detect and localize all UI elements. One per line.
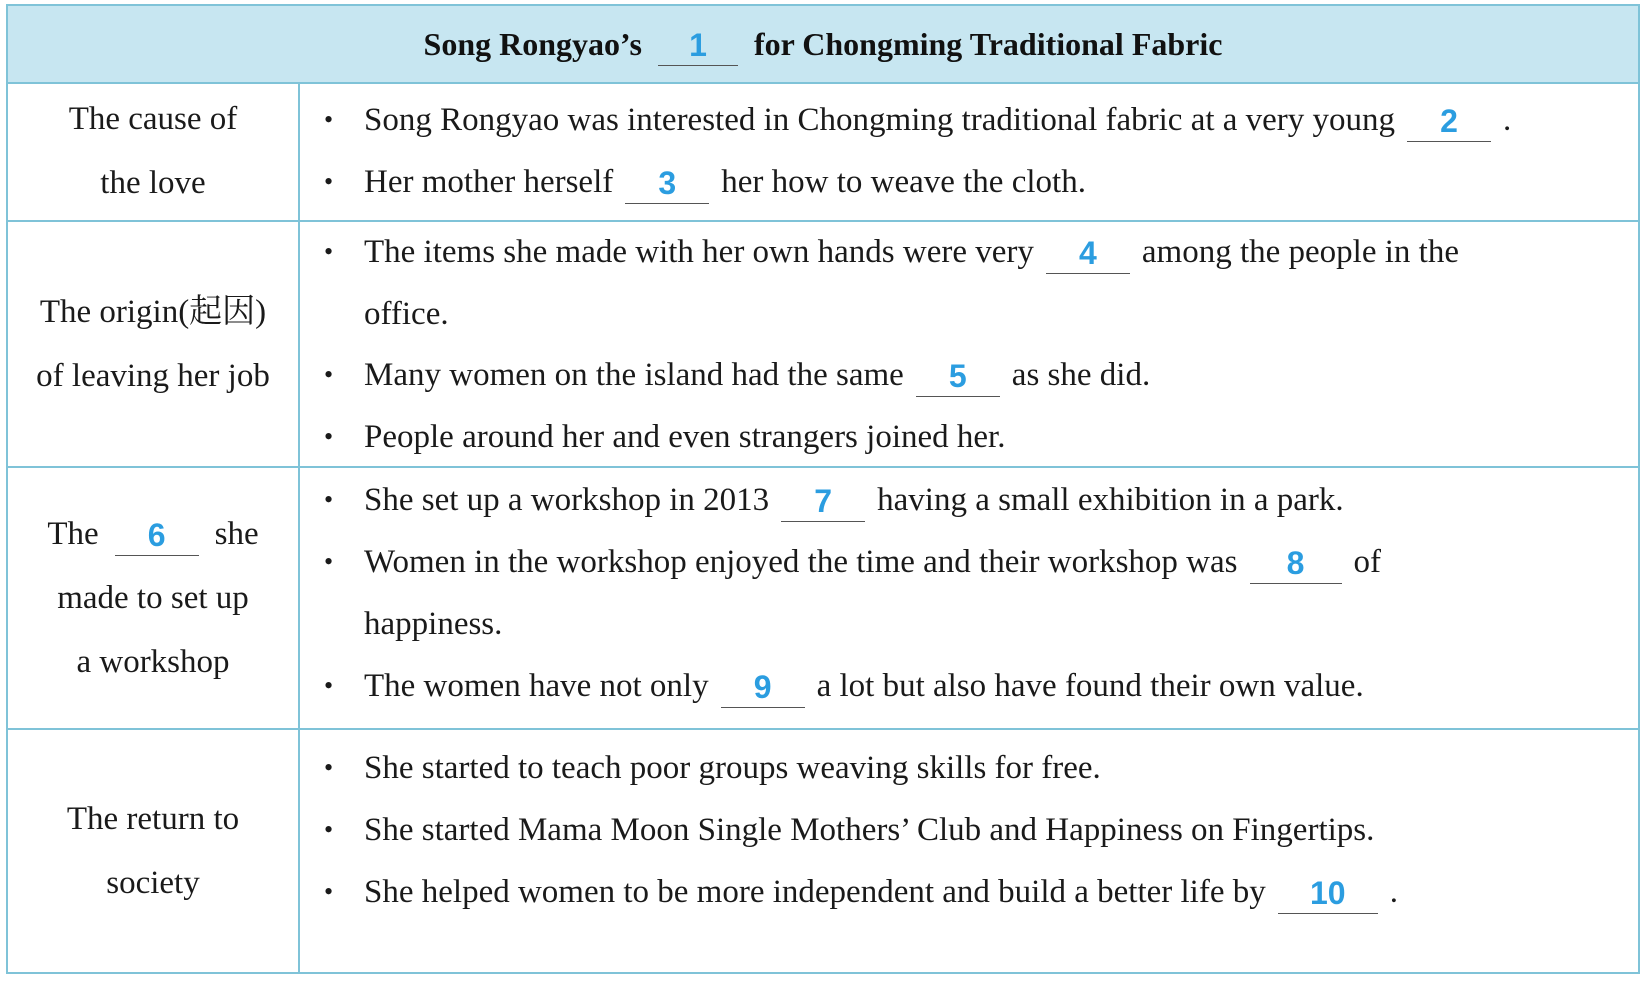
bullet: • bbox=[324, 167, 334, 196]
sentence-text: Women in the workshop enjoyed the time and their workshop was bbox=[364, 543, 1238, 580]
bullet: • bbox=[324, 360, 334, 389]
list-item bbox=[324, 870, 1624, 914]
blank-4: 4 bbox=[1046, 231, 1130, 274]
row-content-cause bbox=[300, 82, 1638, 220]
row-label-line: The return to bbox=[66, 801, 240, 837]
sentence-text: Her mother herself bbox=[364, 163, 614, 200]
bullet: • bbox=[324, 671, 334, 700]
sentence-text: . bbox=[1389, 873, 1398, 910]
sentence-text: She started to teach poor groups weaving skills for free. bbox=[364, 749, 1101, 786]
sentence-text: She started Mama Moon Single Mothers’ Club and Happiness on Fingertips. bbox=[364, 811, 1375, 848]
sentence-text: happiness. bbox=[364, 605, 503, 642]
list-item bbox=[324, 540, 1624, 584]
sentence-text: a lot but also have found their own value. bbox=[816, 667, 1364, 704]
row-content-origin bbox=[300, 222, 1638, 466]
list-item bbox=[324, 230, 1624, 274]
bullet: • bbox=[324, 105, 334, 134]
blank-2: 2 bbox=[1407, 99, 1491, 142]
sentence-text: The items she made with her own hands were very bbox=[364, 233, 1034, 270]
row-label-line: a workshop bbox=[76, 644, 230, 680]
blank-1: 1 bbox=[658, 23, 738, 66]
sentence-text: as she did. bbox=[1011, 356, 1151, 393]
table-row-origin bbox=[8, 222, 1638, 468]
worksheet-table bbox=[6, 4, 1640, 974]
sentence-text: She helped women to be more independent and build a better life by bbox=[364, 873, 1266, 910]
bullet: • bbox=[324, 237, 334, 266]
list-item bbox=[324, 808, 1624, 852]
row-label-line bbox=[47, 502, 258, 566]
sentence-text: office. bbox=[364, 295, 449, 332]
sentence-text: her how to weave the cloth. bbox=[721, 163, 1086, 200]
row-label-cause bbox=[8, 82, 300, 220]
list-item bbox=[324, 478, 1624, 522]
sentence-text: of bbox=[1353, 543, 1382, 580]
row-label-line: The cause of bbox=[68, 101, 238, 137]
table-row-workshop bbox=[8, 468, 1638, 730]
row-content-workshop bbox=[300, 468, 1638, 728]
list-item bbox=[324, 415, 1624, 459]
blank-8: 8 bbox=[1250, 541, 1342, 584]
list-item bbox=[324, 746, 1624, 790]
row-label-word: she bbox=[214, 516, 259, 552]
blank-9: 9 bbox=[721, 665, 805, 708]
bullet: • bbox=[324, 753, 334, 782]
blank-7: 7 bbox=[781, 479, 865, 522]
sentence-text: Song Rongyao was interested in Chongming traditional fabric at a very young bbox=[364, 101, 1396, 138]
bullet: • bbox=[324, 547, 334, 576]
blank-3: 3 bbox=[625, 161, 709, 204]
list-item bbox=[324, 353, 1624, 397]
sentence-text: having a small exhibition in a park. bbox=[877, 481, 1344, 518]
table-title bbox=[8, 6, 1638, 84]
table-row-cause bbox=[8, 82, 1638, 222]
sentence-text: among the people in the bbox=[1141, 233, 1459, 270]
table-row-return bbox=[8, 730, 1638, 972]
row-label-line: The origin(起因) bbox=[39, 294, 267, 330]
list-item bbox=[324, 98, 1624, 142]
blank-10: 10 bbox=[1278, 871, 1378, 914]
row-label-line: the love bbox=[100, 165, 206, 201]
sentence-text: Many women on the island had the same bbox=[364, 356, 904, 393]
row-content-return bbox=[300, 730, 1638, 972]
title-text-before: Song Rongyao’s bbox=[423, 25, 642, 62]
row-label-line: of leaving her job bbox=[36, 358, 270, 394]
bullet: • bbox=[324, 422, 334, 451]
list-item bbox=[324, 160, 1624, 204]
bullet: • bbox=[324, 485, 334, 514]
row-label-origin bbox=[8, 222, 300, 466]
blank-6: 6 bbox=[115, 513, 199, 556]
list-item-continuation bbox=[324, 292, 1624, 336]
blank-5: 5 bbox=[916, 354, 1000, 397]
bullet: • bbox=[324, 815, 334, 844]
row-label-workshop bbox=[8, 468, 300, 728]
sentence-text: . bbox=[1503, 101, 1512, 138]
list-item bbox=[324, 664, 1624, 708]
sentence-text: People around her and even strangers joined her. bbox=[364, 418, 1006, 455]
row-label-line: made to set up bbox=[57, 580, 249, 616]
row-label-word: The bbox=[47, 516, 99, 552]
title-text-after: for Chongming Traditional Fabric bbox=[753, 25, 1223, 62]
bullet: • bbox=[324, 877, 334, 906]
sentence-text: She set up a workshop in 2013 bbox=[364, 481, 770, 518]
sentence-text: The women have not only bbox=[364, 667, 709, 704]
list-item-continuation bbox=[324, 602, 1624, 646]
row-label-return bbox=[8, 730, 300, 972]
row-label-line: society bbox=[106, 865, 200, 901]
